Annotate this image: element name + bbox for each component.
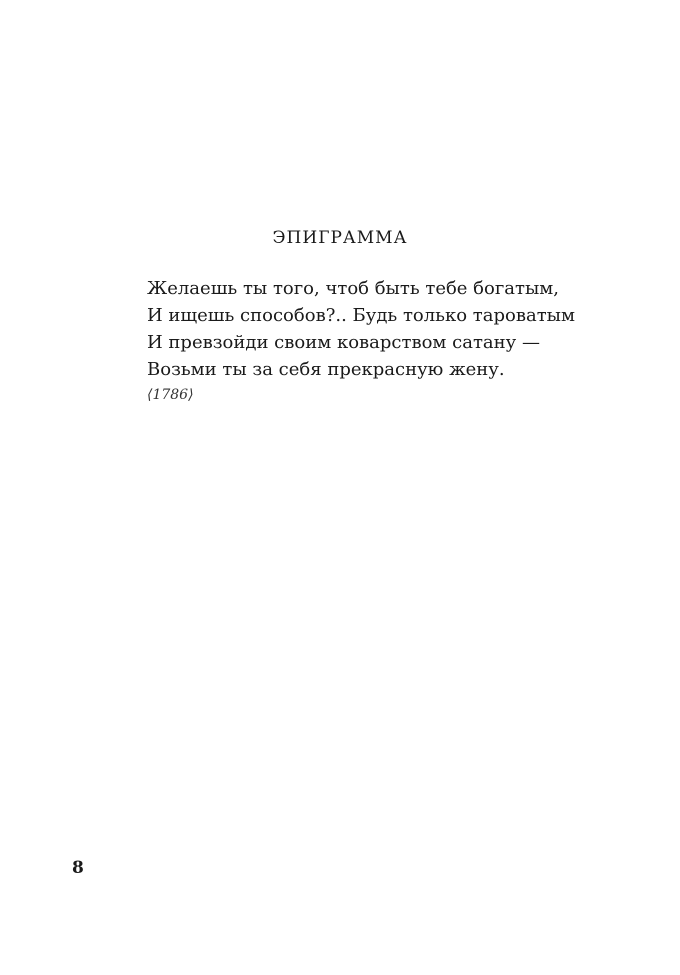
poem-stanza: [147, 275, 575, 383]
poem-date: ⟨1786⟩: [147, 387, 194, 403]
poem-line-3: И превзойди своим коварством сатану —: [147, 332, 540, 353]
poem-title: ЭПИГРАММА: [272, 228, 408, 248]
page-number: 8: [72, 858, 84, 878]
poem-line-1: Желаешь ты того, чтоб быть тебе богатым,: [147, 278, 560, 299]
poem-line-4: Возьми ты за себя прекрасную жену.: [147, 359, 505, 380]
poem-line-2: И ищешь способов?.. Будь только тароватым: [147, 305, 575, 326]
